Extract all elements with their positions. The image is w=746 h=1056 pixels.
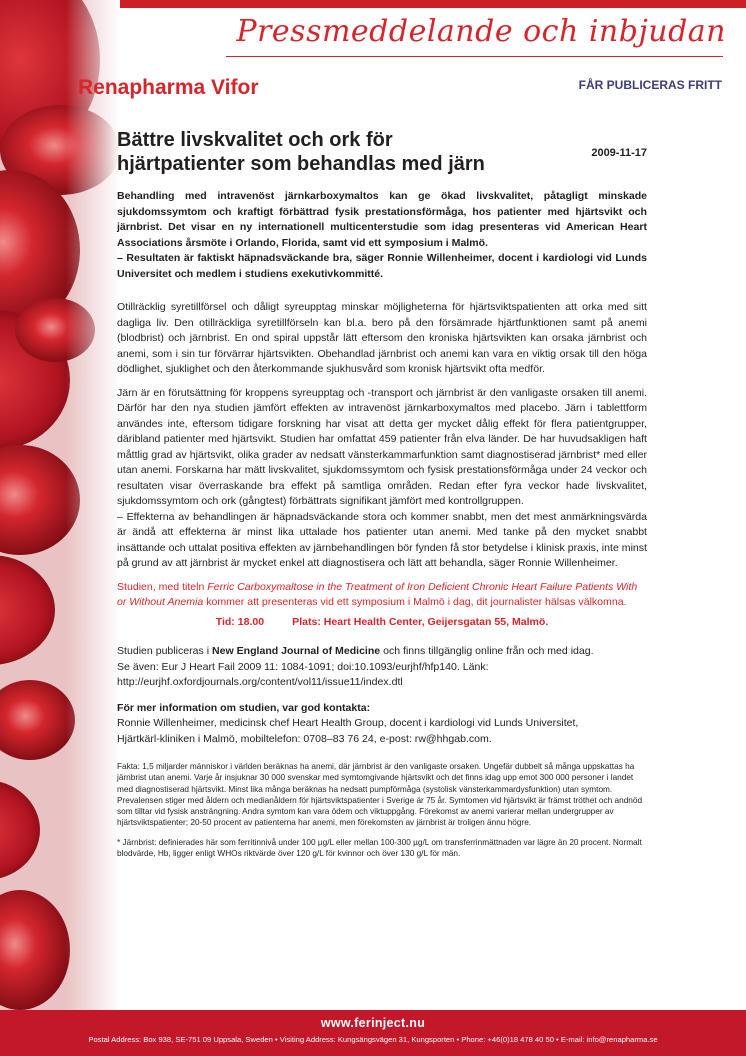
headline-line-1: Bättre livskvalitet och ork för (117, 129, 393, 151)
invitation-suffix: kommer att presenteras vid ett symposium i Malmö i dag, dit journalister hälsas välkomna. (203, 596, 627, 608)
source-prefix: Studien publiceras i (117, 645, 212, 657)
journal-name: New England Journal of Medicine (211, 645, 381, 657)
source-suffix: och finns tillgänglig online från och med idag. (380, 645, 594, 657)
lead-section (117, 189, 647, 282)
footer-address: Postal Address: Box 938, SE-751 09 Uppsala, Sweden • Visiting Address: Kungsängsvägen 31, Kungsporten • Phone: +46(0)18 478 40 50 • E-mail: info@renapharma.se (88, 1035, 658, 1044)
article (117, 128, 647, 867)
header-divider (226, 56, 723, 57)
headline (117, 128, 557, 176)
brand-logo-text: Renapharma Vifor (78, 76, 259, 99)
body-section (117, 300, 647, 572)
headline-line-2: hjärtpatienter som behandlas med järn (117, 153, 485, 175)
publication-info (117, 644, 647, 691)
body-paragraph-2: Järn är en förutsättning för kroppens syreupptag och -transport och järnbrist är den vanligaste orsaken till anemi. Därför har den nya studien jämfört effekten av intravenöst järnkarboxymaltos med placebo. Järn i tablettform användes inte, eftersom tidigare forskning har visat att detta ger mycket dålig effekt för flera patientgrupper, däribland patienter med hjärtsvikt. Studien har omfattat 459 patienter från elva länder. De har huvudsakligen haft måttlig grad av hjärtsvikt, olika grader av nedsatt vänsterkammarfunktion samt diagnostiserad järnbrist* med eller utan anemi. Forskarna har mätt livskvalitet, sjukdomssymtom och fysisk prestationsförmåga under 24 veckor och resultaten visar överraskande bra effekt på samtliga områden. Redan efter fyra veckor hade livskvalitet, sjukdomssymtom och ork (gångtest) förbättrats signifikant jämfört med kontrollgruppen. (117, 386, 647, 507)
footer (0, 1010, 746, 1056)
invitation-text (117, 580, 647, 611)
release-date: 2009-11-17 (591, 147, 647, 159)
reference-link: Se även: Eur J Heart Fail 2009 11: 1084-1091; doi:10.1093/eurjhf/hfp140. Länk: http://eurjhf.oxfordjournals.org/content/vol11/issue11/index.dtl (117, 660, 489, 688)
event-place: Plats: Heart Health Center, Geijersgatan 55, Malmö. (292, 615, 549, 628)
contact-line-1: Ronnie Willenheimer, medicinsk chef Heart Health Group, docent i kardiologi vid Lunds Universitet, (117, 717, 579, 729)
footnote: * Järnbrist: definierades här som ferritinnivå under 100 µg/L eller mellan 100-300 µg/L om transferrinmättnaden var lägre än 20 procent. Normalt blodvärde, Hb, ligger enligt WHOs riktvärde över 120 g/L för kvinnor och över 130 g/L för män. (117, 837, 642, 859)
lead-quote: – Resultaten är faktiskt häpnadsväckande bra, säger Ronnie Willenheimer, docent i kardiologi vid Lunds Universitet och medlem i studiens exekutivkommitté. (117, 252, 647, 280)
lead-paragraph: Behandling med intravenöst järnkarboxymaltos kan ge ökad livskvalitet, påtagligt minskade sjukdomssymtom och kraftigt förbättrad fysik prestationsförmåga, hos patienter med hjärtsvikt och järnbrist. Det visar en ny internationell multicenterstudie som idag presenteras vid American Heart Associations årsmöte i Orlando, Florida, samt vid ett symposium i Malmö. (117, 190, 647, 249)
event-details (117, 615, 647, 631)
study-title: Ferric Carboxymaltose in the Treatment of Iron Deficient Chronic Heart Failure Patients With or Without Anemia (117, 580, 638, 608)
contact-heading: För mer information om studien, var god kontakta: (117, 701, 371, 714)
event-time: Tid: 18.00 (215, 615, 265, 628)
blood-cells-image (0, 0, 120, 1010)
footer-website: www.ferinject.nu (320, 1016, 426, 1030)
body-paragraph-1: Otillräcklig syretillförsel och dåligt syreupptag minskar möjligheterna för hjärtsviktspatienten att orka med sitt dagliga liv. Den otillräckliga syretillförseln kan bl.a. bero på den försämrade hjärtfunktionen samt på anemi (blodbrist) och järnbrist. En ond spiral uppstår lätt eftersom den kroniska hjärtsvikten kan orsaka järnbrist och anemi, som i sin tur förvärrar hjärtsvikten. Obehandlad järnbrist och anemi kan vara en viktig orsak till den höga dödlighet, sjuklighet och den återkommande sjukhusvård som kronisk hjärtsvikt ofta medför. (117, 301, 647, 375)
press-release-script-title: Pressmeddelande och inbjudan (236, 14, 726, 49)
contact-line-2: Hjärtkärl-kliniken i Malmö, mobiltelefon: 0708–83 76 24, e-post: rw@hhgab.com. (117, 732, 492, 745)
invitation-prefix: Studien, med titeln (117, 580, 208, 593)
headline-row (117, 128, 647, 176)
body-paragraph-3: – Effekterna av behandlingen är häpnadsväckande stora och kommer snabbt, men det mest anmärkningsvärda är ändå att effekterna är minst lika uttalade hos patienter utan anemi. Med tanke på den mycket snabbt insättande och uttalat positiva effekten av järnbehandlingen bör fynden få stor betydelse i klinisk praxis, inte minst på grund av att järnbrist är mycket enkel att diagnostisera och lätt att behandla, säger Ronnie Willenheimer. (117, 510, 647, 569)
facts-box: Fakta: 1,5 miljarder människor i världen beräknas ha anemi, där järnbrist är den vanligaste orsaken. Ungefär dubbelt så många uppskattas ha järnbrist utan anemi. Varje år insjuknar 30 000 svenskar med symtomgivande hjärtsvikt och det finns idag upp emot 300 000 personer i landet med diagnostiserad hjärtsvikt. Minst lika många beräknas ha nedsatt pumpförmåga (systolisk vänsterkammardysfunktion) utan symtom. Prevalensen stiger med åldern och medianåldern för hjärtsviktspatienter i Sverige är 75 år. Symtomen vid hjärtsvikt är främst tröthet och andnöd som tilltar vid fysisk ansträngning. Andra symtom kan vara ödem och viktuppgång. Förekomst av anemi varierar mellan undergrupper av hjärtsviktspatienter; 20-50 procent av patienterna har anemi, men förekomsten av järnbrist är troligen ännu högre. (117, 762, 643, 828)
contact-details (117, 716, 647, 747)
release-status-label: FÅR PUBLICERAS FRITT (578, 78, 722, 92)
